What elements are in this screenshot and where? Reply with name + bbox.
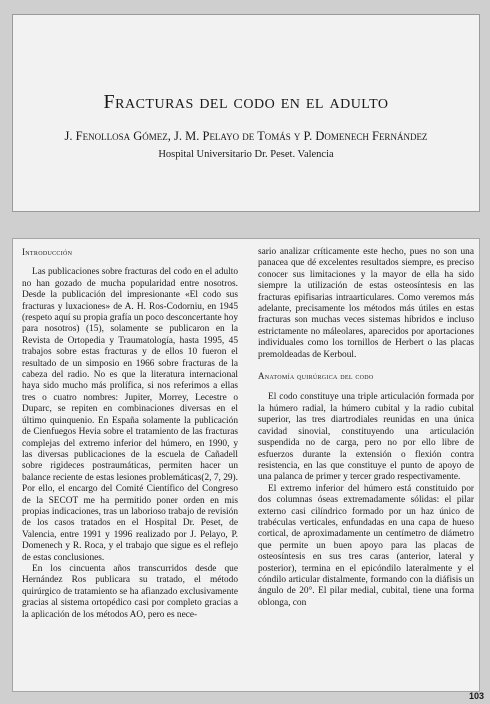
intro-paragraph-2: En los cincuenta años transcurridos desde que Hernández Ros publicara su tratado, el método quirúrgico de tratamiento se ha afianzado exclusivamente gracias al sistema ortopédico casi por completo gracias a la aplicación de los métodos AO, pero es nece-: [22, 563, 238, 620]
right-column: [258, 247, 474, 609]
article-body: [12, 238, 480, 692]
page-number: 103: [468, 691, 484, 701]
intro-paragraph-1: Las publicaciones sobre fracturas del codo en el adulto no han gozado de mucha popularidad entre nosotros. Desde la publicación del impresionante «El codo sus fracturas y luxaciones» de A. H. Ros-Codorniu, en 1945 (respeto aquí su propia grafía un poco desconcertante hoy para nosotros) (15), solamente se publicaron en la Revista de Ortopedia y Traumatología, hasta 1995, 45 trabajos sobre estas fracturas y de ellos 10 fueron el resultado de un simposio en 1966 sobre fracturas de la cabeza del radio. No es que la literatura internacional haya sido mucho más prolífica, si nos referimos a ellas tres o cuatro nombres: Jupiter, Morrey, Lecestre o Duparc, se repiten en combinaciones diversas en el último quinquenio. En España solamente la publicación de Cienfuegos Hevia sobre el tratamiento de las fracturas complejas del extremo inferior del húmero, en 1990, y las diversas publicaciones de la escuela de Cañadell sobre rigideces postraumáticas, permiten hacer un balance reciente de estas lesiones problemáticas(2, 7, 29). Por ello, el encargo del Comité Científico del Congreso de la SECOT me ha permitido poner orden en mis propias indicaciones, tras un laborioso trabajo de revisión de los casos tratados en el Hospital Dr. Peset, de Valencia, entre 1991 y 1996 realizado por J. Pelayo, P. Domenech y R. Roca, y el trabajo que sigue es el reflejo de estas conclusiones.: [22, 267, 238, 563]
intro-paragraph-continued: sario analizar críticamente este hecho, pues no son una panacea que dé excelentes resultados siempre, es preciso conocer sus limitaciones y la mayor de ella ha sido siempre la utilización de estas osteosíntesis en las fracturas epifisarias intraarticulares. Como veremos más adelante, precisamente los métodos más útiles en estas fracturas son muchas veces sistemas híbridos e incluso estrictamente no máleolares, aparecidos por aportaciones individuales como los tornillos de Herbert o las placas premoldeadas de Kerboul.: [258, 247, 474, 360]
article-authors: J. Fenollosa Gómez, J. M. Pelayo de Tomás y P. Domenech Fernández: [64, 129, 428, 143]
title-block: [12, 14, 480, 212]
anatomy-paragraph-1: El codo constituye una triple articulación formada por la húmero radial, la húmero cubital y la radio cubital superior, las tres diartrodiales reunidas en una única cavidad sinovial, constituyendo una articulación suspendida no de carga, pero no por ello libre de esfuerzos durante la extensión o flexión contra resistencia, en las que constituye el punto de apoyo de una palanca de primer y tercer grado respectivamente.: [258, 392, 474, 483]
anatomy-paragraph-2: El extremo inferior del húmero está constituido por dos columnas óseas extremadamente sólidas: el pilar externo casi cilíndrico formado por un haz único de trabéculas verticales, enfundadas en una capa de hueso cortical, de aproximadamente un centímetro de diámetro que permite un buen apoyo para las placas de osteosíntesis en sus tres caras (anterior, lateral y posterior), termina en el epicóndilo lateralmente y el cóndilo articular distalmente, formando con la diáfisis un ángulo de 20°. El pilar medial, cubital, tiene una forma oblonga, con: [258, 483, 474, 608]
intro-heading: Introducción: [22, 247, 73, 257]
anatomy-heading: Anatomía quirúrgica del codo: [258, 371, 374, 382]
article-title: Fracturas del codo en el adulto: [103, 91, 389, 113]
left-column: [22, 247, 238, 621]
article-affiliation: Hospital Universitario Dr. Peset. Valencia: [158, 149, 334, 160]
